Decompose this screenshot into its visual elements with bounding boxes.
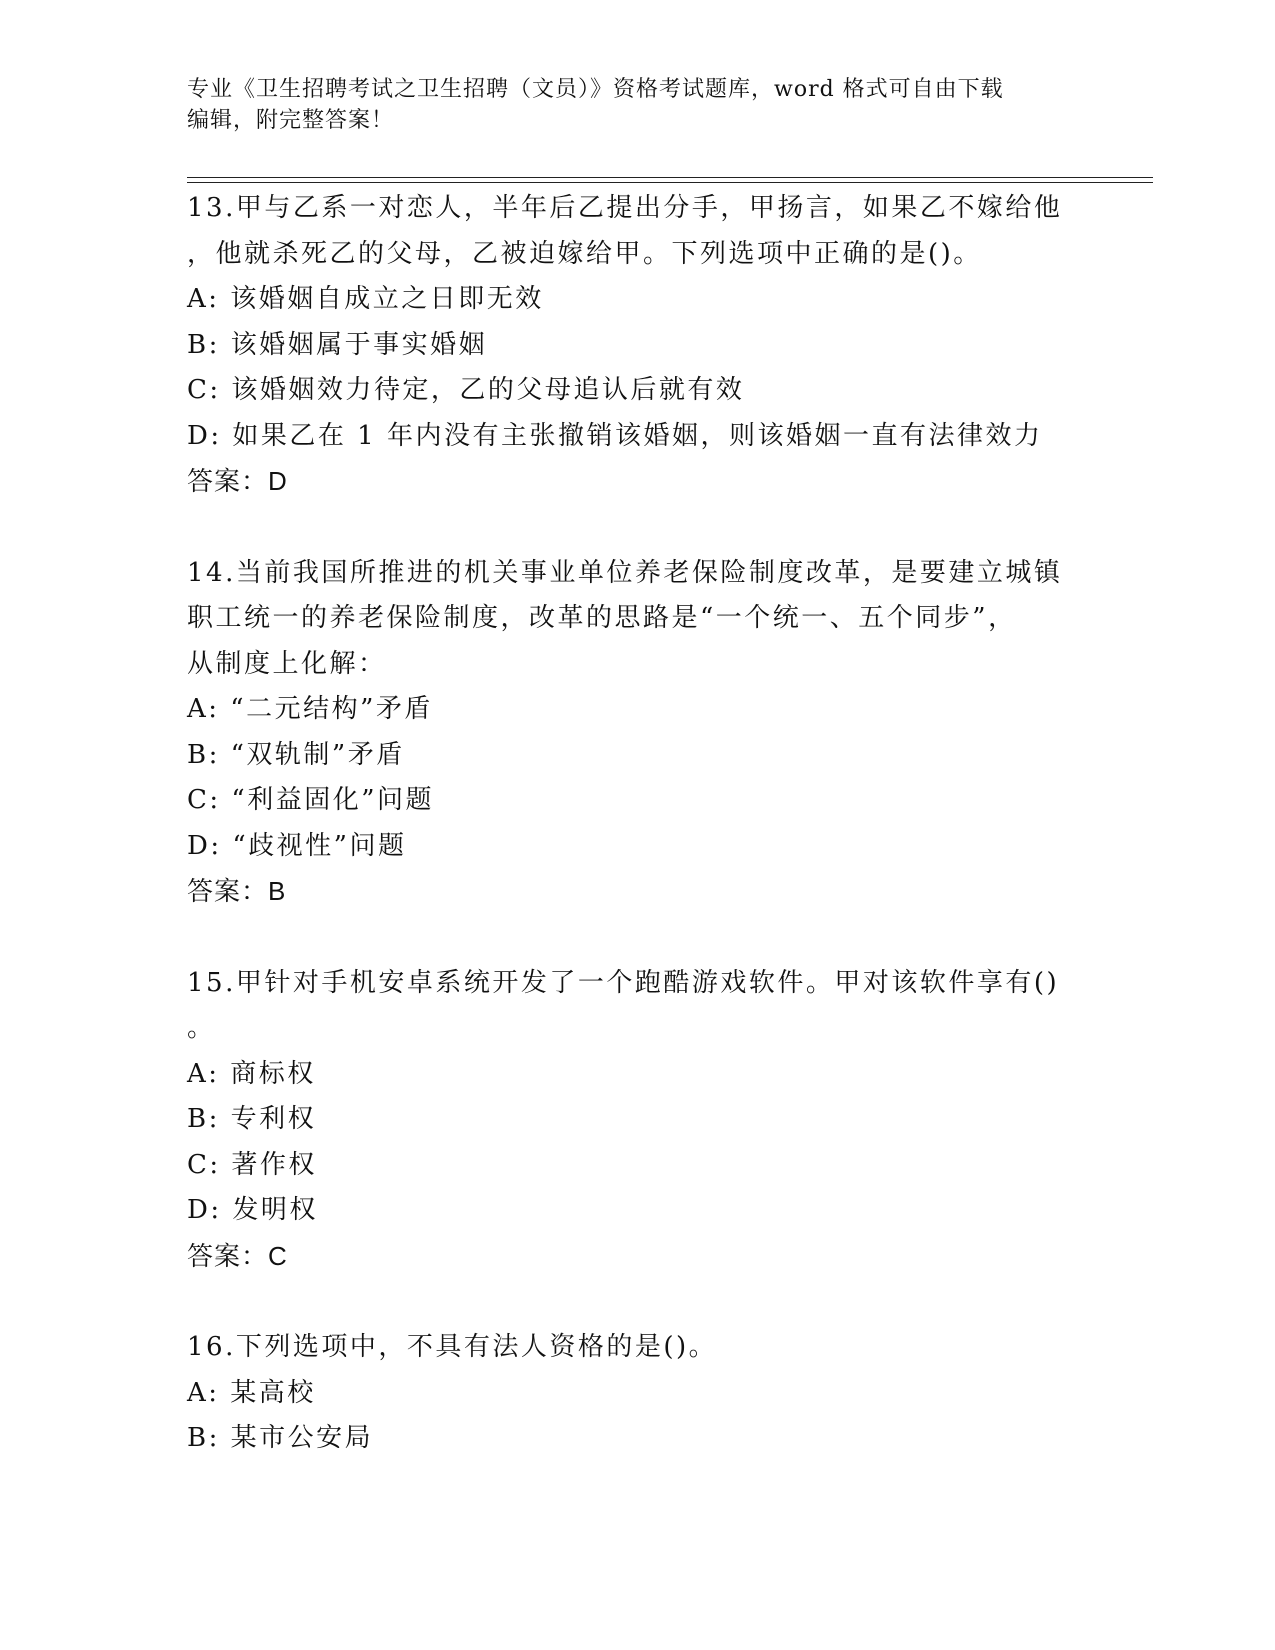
document-header [187, 74, 1067, 136]
option-b: B: “双轨制”矛盾 [187, 739, 405, 770]
option-b: B: 某市公安局 [187, 1423, 374, 1453]
question-16 [187, 1325, 1087, 1462]
option-c: C: “利益固化”问题 [187, 785, 435, 815]
header-line-1: 专业《卫生招聘考试之卫生招聘（文员）》资格考试题库，word 格式可自由下载 [187, 77, 1004, 102]
answer-text: 答案：C [187, 1240, 288, 1271]
question-stem-line: ，他就杀死乙的父母，乙被迫嫁给甲。下列选项中正确的是()。 [187, 238, 982, 269]
question-stem-line: 。 [187, 1013, 216, 1043]
option-a: A: 商标权 [187, 1058, 316, 1089]
option-c: C: 该婚姻效力待定，乙的父母追认后就有效 [187, 375, 745, 405]
question-stem-line: 15.甲针对手机安卓系统开发了一个跑酷游戏软件。甲对该软件享有() [187, 967, 1060, 998]
question-stem-line: 13.甲与乙系一对恋人，半年后乙提出分手，甲扬言，如果乙不嫁给他 [187, 193, 1063, 223]
option-d: D: 如果乙在 1 年内没有主张撤销该婚姻，则该婚姻一直有法律效力 [187, 420, 1043, 451]
question-list [187, 186, 1087, 1508]
question-stem-line: 从制度上化解： [187, 648, 387, 679]
option-c: C: 著作权 [187, 1149, 317, 1180]
question-stem-line: 16.下列选项中，不具有法人资格的是()。 [187, 1332, 718, 1362]
option-d: D: 发明权 [187, 1195, 318, 1225]
header-divider-top [187, 177, 1153, 178]
question-stem-line: 14.当前我国所推进的机关事业单位养老保险制度改革，是要建立城镇 [187, 557, 1063, 588]
question-stem-line: 职工统一的养老保险制度，改革的思路是“一个统一、五个同步”， [187, 603, 1017, 633]
question-14 [187, 551, 1087, 915]
question-13 [187, 186, 1087, 505]
header-divider-bottom [187, 182, 1153, 183]
option-b: B: 该婚姻属于事实婚姻 [187, 329, 488, 360]
option-d: D: “歧视性”问题 [187, 830, 407, 861]
answer-text: 答案：B [187, 876, 287, 906]
question-15 [187, 961, 1087, 1280]
header-line-2: 编辑，附完整答案！ [187, 108, 395, 133]
answer-text: 答案：D [187, 466, 288, 496]
option-a: A: “二元结构”矛盾 [187, 694, 433, 724]
option-b: B: 专利权 [187, 1104, 317, 1134]
option-a: A: 某高校 [187, 1377, 316, 1408]
option-a: A: 该婚姻自成立之日即无效 [187, 284, 544, 314]
